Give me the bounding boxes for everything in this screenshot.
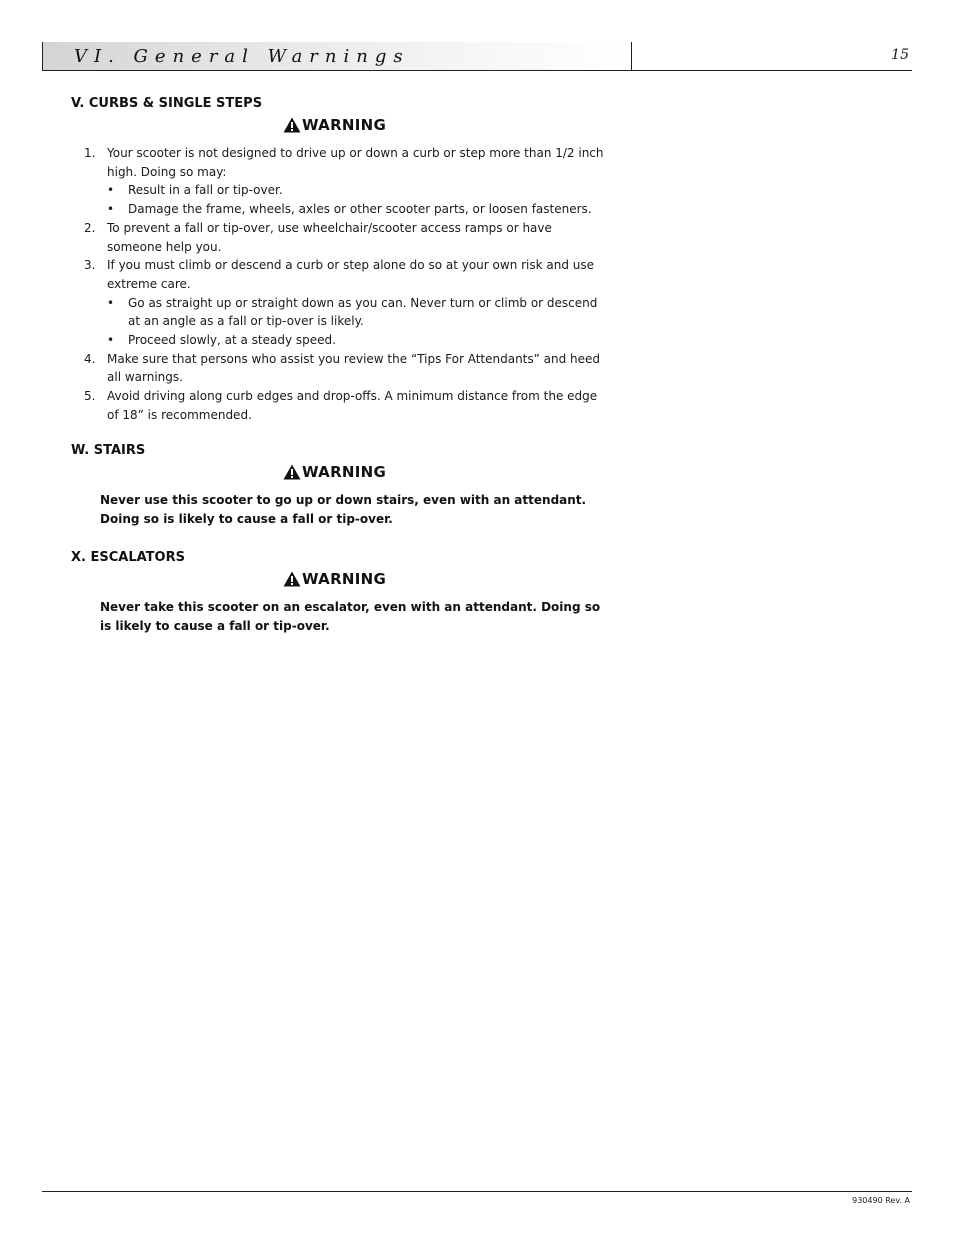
bullet-text: Proceed slowly, at a steady speed. xyxy=(128,333,336,348)
warning-banner xyxy=(283,116,606,134)
section-heading: X. ESCALATORS xyxy=(71,549,185,565)
bullet-icon: • xyxy=(107,295,115,310)
list-item xyxy=(71,387,606,424)
bullet-item xyxy=(107,181,606,200)
warning-label: WARNING xyxy=(302,569,387,588)
bullet-item xyxy=(107,331,606,350)
list-item xyxy=(71,350,606,387)
bullet-icon: • xyxy=(107,333,115,348)
list-item xyxy=(71,144,606,219)
warning-label: WARNING xyxy=(302,116,387,134)
bullet-list xyxy=(107,294,606,350)
item-number: 2. xyxy=(84,220,96,235)
page-number: 15 xyxy=(891,47,909,63)
warning-text: Never take this scooter on an escalator, even with an attendant. Doing so is likely to cause a fall or tip-over. xyxy=(100,599,601,633)
warning-text: Never use this scooter to go up or down stairs, even with an attendant. Doing so is likely to cause a fall or tip-over. xyxy=(100,492,587,526)
document-code: 930490 Rev. A xyxy=(852,1196,910,1205)
header-rule xyxy=(42,70,912,71)
section-stairs xyxy=(71,443,606,529)
bullet-item xyxy=(107,294,606,331)
list-item xyxy=(71,256,606,350)
warning-triangle-icon xyxy=(283,117,301,133)
footer-rule xyxy=(42,1191,912,1192)
item-number: 1. xyxy=(84,146,96,160)
section-heading: W. STAIRS xyxy=(71,442,146,458)
list-item xyxy=(71,219,606,256)
item-text: If you must climb or descend a curb or step alone do so at your own risk and use extreme care. xyxy=(107,258,595,291)
section-curbs xyxy=(71,96,606,425)
item-text: Avoid driving along curb edges and drop-offs. A minimum distance from the edge of 18” is recommended. xyxy=(107,389,598,422)
section-heading: V. CURBS & SINGLE STEPS xyxy=(71,96,263,111)
bullet-text: Result in a fall or tip-over. xyxy=(128,183,283,198)
bullet-list xyxy=(107,181,606,218)
warning-triangle-icon xyxy=(283,571,301,587)
warning-banner xyxy=(283,463,606,481)
item-text: Your scooter is not designed to drive up or down a curb or step more than 1/2 inch high. Doing so may: xyxy=(107,146,604,179)
page-title: VI. General Warnings xyxy=(74,46,410,67)
bullet-icon: • xyxy=(107,183,115,198)
section-escalators xyxy=(71,550,606,636)
bullet-text: Damage the frame, wheels, axles or other scooter parts, or loosen fasteners. xyxy=(128,202,592,217)
item-number: 5. xyxy=(84,389,96,404)
warning-banner xyxy=(283,570,606,588)
item-number: 3. xyxy=(84,258,96,273)
warning-label: WARNING xyxy=(302,462,387,481)
bullet-item xyxy=(107,200,606,219)
warning-triangle-icon xyxy=(283,464,301,480)
item-text: To prevent a fall or tip-over, use wheelchair/scooter access ramps or have someone help you. xyxy=(107,220,552,254)
item-number: 4. xyxy=(84,351,96,366)
header-divider xyxy=(631,42,632,70)
bullet-icon: • xyxy=(107,202,115,217)
numbered-list xyxy=(71,144,606,425)
item-text: Make sure that persons who assist you review the “Tips For Attendants” and heed all warnings. xyxy=(107,351,601,385)
bullet-text: Go as straight up or straight down as you can. Never turn or climb or descend at an angle as a fall or tip-over is likely. xyxy=(128,295,598,329)
main-content xyxy=(71,96,606,657)
